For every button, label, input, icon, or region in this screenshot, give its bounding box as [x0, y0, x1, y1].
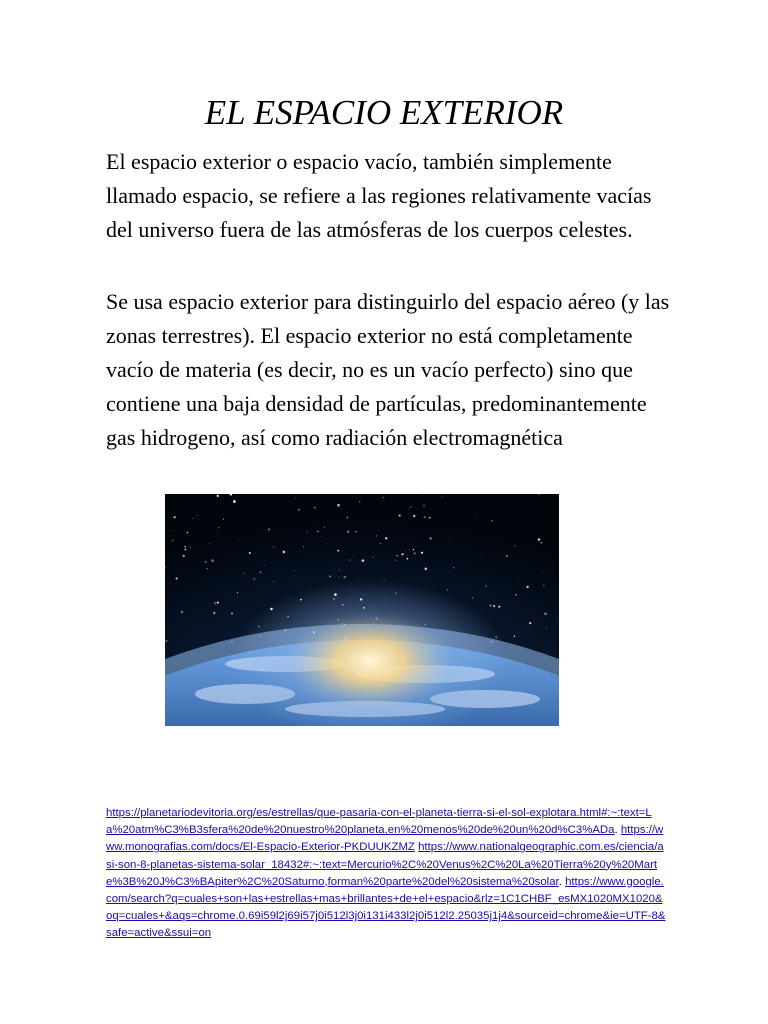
reference-link-1[interactable]: https://planetariodevitoria.org/es/estrellas/que-pasaria-con-el-planeta-tierra-si-el-sol-explotara.html#:~:text=La%20atm%C3%B3sfera%20de%20nuestro%20planeta,en%20menos%20de%20un%20d%C3%ADa: [106, 807, 652, 837]
earth-from-space-image: [165, 494, 559, 726]
earth-from-space-icon: [165, 494, 559, 726]
paragraph-intro: El espacio exterior o espacio vacío, también simplemente llamado espacio, se refiere a las regiones relativamente vacías del universo fuera de las atmósferas de los cuerpos celestes.: [106, 149, 652, 242]
references-block: [106, 805, 666, 943]
reference-link-4[interactable]: https://www.google.com/search?q=cuales+son+las+estrellas+mas+brillantes+de+el+espacio&rlz=1C1CHBF_esMX1020MX1020&oq=cuales+&aqs=chrome.0.69i59l2j69i57j0i512l3j0i131i433l2j0i512l2.25035j1j4&sourceid=chrome&ie=UTF-8&safe=active&ssui=on: [106, 875, 666, 940]
reference-link-3[interactable]: https://www.nationalgeographic.com.es/ciencia/asi-son-8-planetas-sistema-solar_18432#:~:text=Mercurio%2C%20Venus%2C%20La%20Tierra%20y%20Marte%3B%20J%C3%BApiter%2C%20Saturno,forman%20parte%20del%20sistema%20solar: [106, 841, 664, 888]
reference-link-2[interactable]: https://www.monografias.com/docs/El-Espacio-Exterior-PKDUUKZMZ: [106, 824, 664, 854]
reference-separator: .: [558, 875, 566, 888]
paragraph-detail: Se usa espacio exterior para distinguirlo del espacio aéreo (y las zonas terrestres). El espacio exterior no está completamente vacío de materia (es decir, no es un vacío perfecto) sino que contiene una baja densidad de partículas, predominantemente gas hidrogeno, así como radiación electromagnética: [106, 289, 670, 450]
page-title: EL ESPACIO EXTERIOR: [204, 93, 564, 132]
reference-separator: .: [614, 824, 621, 837]
